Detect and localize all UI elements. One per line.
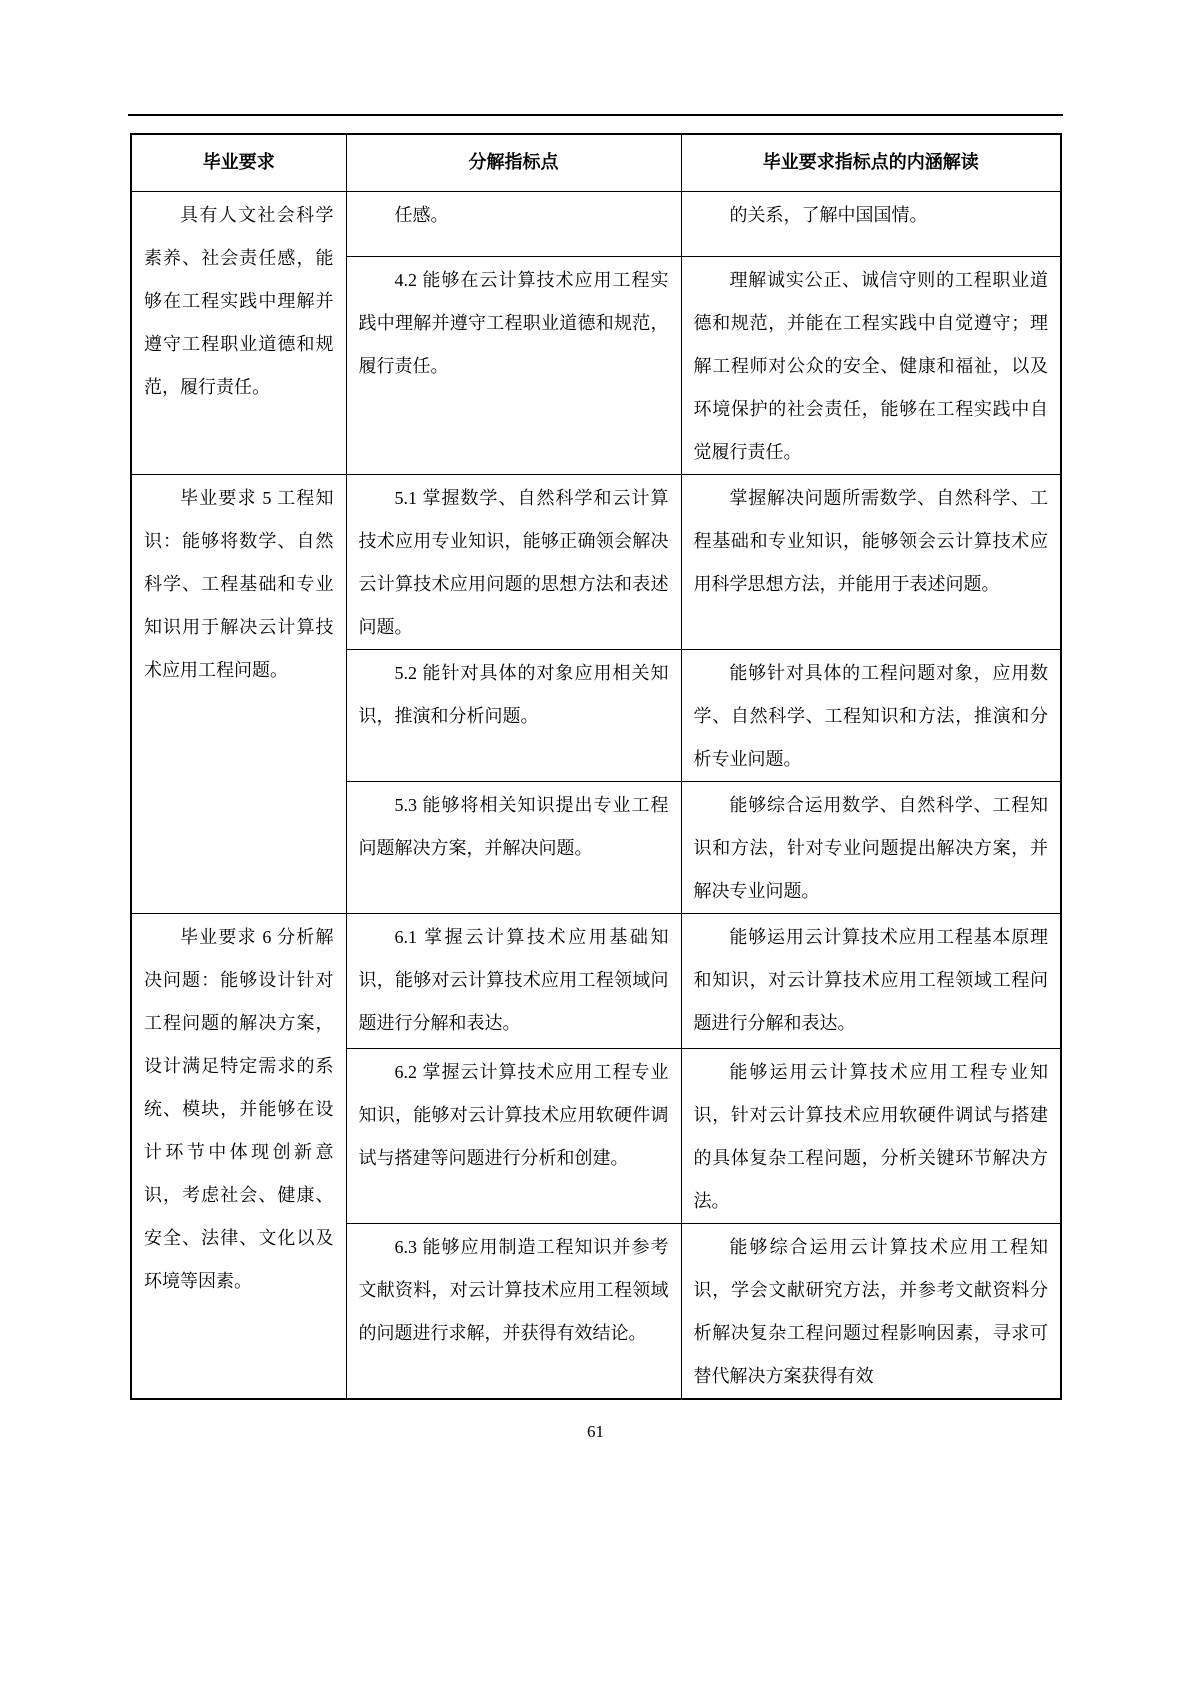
requirement-cell-5: 毕业要求 5 工程知识：能够将数学、自然科学、工程基础和专业知识用于解决云计算技术应用工程问题。 <box>131 474 346 913</box>
indicator-cell-6-1: 6.1 掌握云计算技术应用基础知识，能够对云计算技术应用工程领域问题进行分解和表达。 <box>346 913 681 1048</box>
indicator-cell-6-2: 6.2 掌握云计算技术应用工程专业知识，能够对云计算技术应用软硬件调试与搭建等问题进行分析和创建。 <box>346 1048 681 1223</box>
indicator-cell-4-1-continued: 任感。 <box>346 191 681 256</box>
indicator-cell-5-3: 5.3 能够将相关知识提出专业工程问题解决方案，并解决问题。 <box>346 781 681 913</box>
interpretation-cell-6-3: 能够综合运用云计算技术应用工程知识，学会文献研究方法，并参考文献资料分析解决复杂工程问题过程影响因素，寻求可替代解决方案获得有效 <box>681 1223 1061 1399</box>
interpretation-cell-5-2: 能够针对具体的工程问题对象，应用数学、自然科学、工程知识和方法，推演和分析专业问题。 <box>681 649 1061 781</box>
interpretation-cell-4-1-continued: 的关系，了解中国国情。 <box>681 191 1061 256</box>
indicator-cell-5-1: 5.1 掌握数学、自然科学和云计算技术应用专业知识，能够正确领会解决云计算技术应用问题的思想方法和表述问题。 <box>346 474 681 649</box>
indicator-cell-5-2: 5.2 能针对具体的对象应用相关知识，推演和分析问题。 <box>346 649 681 781</box>
indicator-cell-6-3: 6.3 能够应用制造工程知识并参考文献资料，对云计算技术应用工程领域的问题进行求解，并获得有效结论。 <box>346 1223 681 1399</box>
interpretation-cell-6-1: 能够运用云计算技术应用工程基本原理和知识，对云计算技术应用工程领域工程问题进行分解和表达。 <box>681 913 1061 1048</box>
requirement-cell-6: 毕业要求 6 分析解决问题：能够设计针对工程问题的解决方案，设计满足特定需求的系统、模块，并能够在设计环节中体现创新意识，考虑社会、健康、安全、法律、文化以及环境等因素。 <box>131 913 346 1399</box>
table-row <box>131 474 1061 649</box>
interpretation-cell-5-1: 掌握解决问题所需数学、自然科学、工程基础和专业知识，能够领会云计算技术应用科学思想方法，并能用于表述问题。 <box>681 474 1061 649</box>
interpretation-cell-5-3: 能够综合运用数学、自然科学、工程知识和方法，针对专业问题提出解决方案，并解决专业问题。 <box>681 781 1061 913</box>
page-number: 61 <box>587 1422 604 1441</box>
interpretation-cell-6-2: 能够运用云计算技术应用工程专业知识，针对云计算技术应用软硬件调试与搭建的具体复杂工程问题，分析关键环节解决方法。 <box>681 1048 1061 1223</box>
table-row <box>131 913 1061 1048</box>
table-row <box>131 191 1061 256</box>
indicator-cell-4-2: 4.2 能够在云计算技术应用工程实践中理解并遵守工程职业道德和规范，履行责任。 <box>346 256 681 474</box>
page-header-rule <box>128 114 1063 116</box>
table-header-row <box>131 134 1061 191</box>
requirement-cell-4: 具有人文社会科学素养、社会责任感，能够在工程实践中理解并遵守工程职业道德和规范，履行责任。 <box>131 191 346 474</box>
column-header-indicator: 分解指标点 <box>346 134 681 191</box>
column-header-interpretation: 毕业要求指标点的内涵解读 <box>681 134 1061 191</box>
interpretation-cell-4-2: 理解诚实公正、诚信守则的工程职业道德和规范，并能在工程实践中自觉遵守；理解工程师对公众的安全、健康和福祉，以及环境保护的社会责任，能够在工程实践中自觉履行责任。 <box>681 256 1061 474</box>
graduation-requirements-table <box>130 133 1062 1400</box>
column-header-requirement: 毕业要求 <box>131 134 346 191</box>
